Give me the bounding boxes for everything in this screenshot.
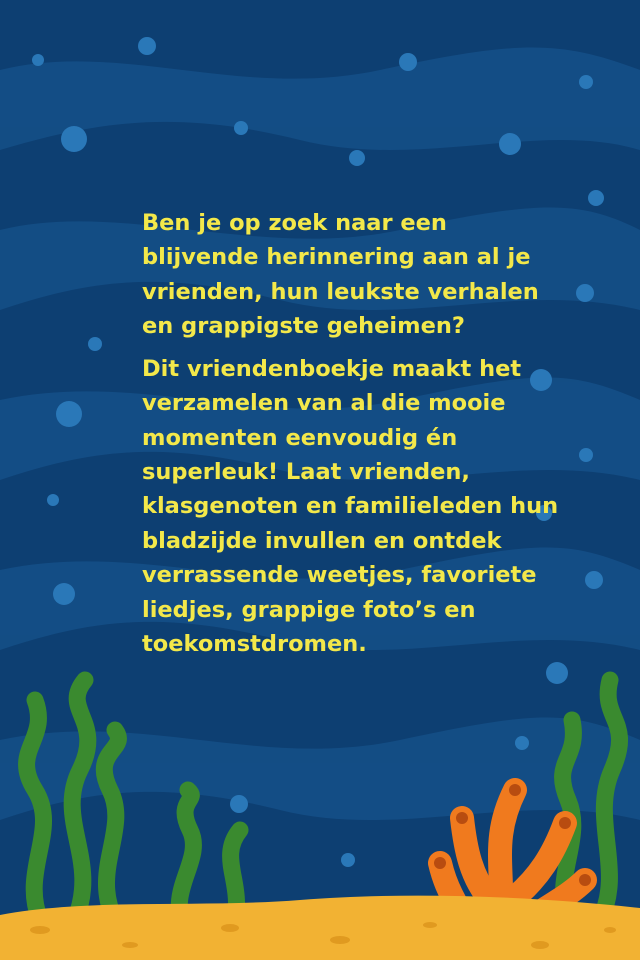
- description-text: [142, 206, 562, 661]
- intro-paragraph: Ben je op zoek naar een blijvende herinnering aan al je vrienden, hun leukste verhalen en grappigste geheimen?: [142, 210, 539, 340]
- body-paragraph: Dit vriendenboekje maakt het verzamelen van al die mooie momenten eenvoudig én superleuk! Laat vrienden, klasgenoten en familieleden hun bladzijde invullen en ontdek verrassende weetjes, favoriete liedjes, grappige foto’s en toekomstdromen.: [142, 355, 559, 658]
